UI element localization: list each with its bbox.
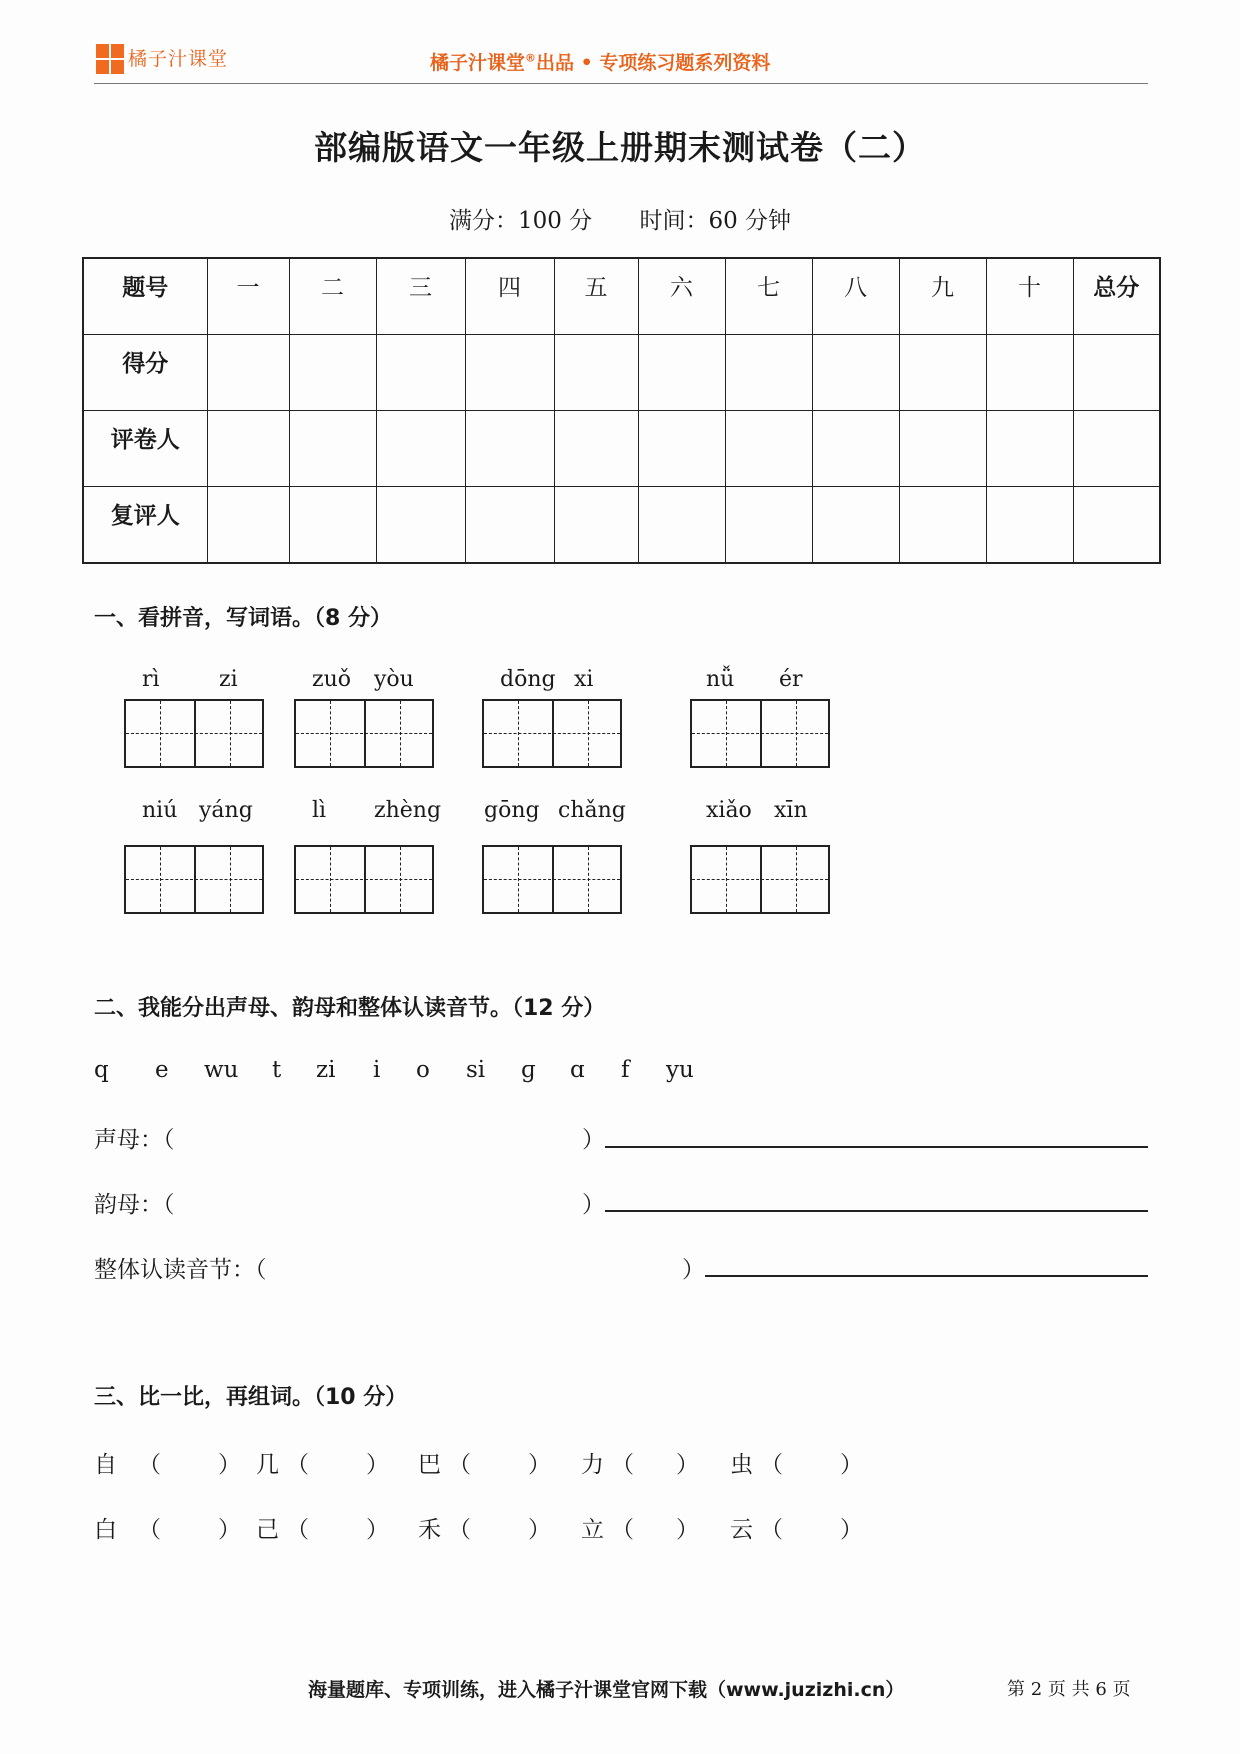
score-cell[interactable] <box>638 335 725 411</box>
score-cell[interactable] <box>812 335 899 411</box>
pinyin: zuǒ <box>312 667 352 692</box>
close-paren: ） <box>676 1452 699 1478</box>
pinyin: dōng <box>500 667 556 692</box>
table-header-row <box>83 258 1160 335</box>
score-cell[interactable] <box>554 411 638 487</box>
score-cell[interactable] <box>899 335 986 411</box>
syllable: o <box>416 1057 430 1083</box>
initials-close: ） <box>582 1127 605 1153</box>
whole-syllable-close: ） <box>682 1257 705 1283</box>
tagline-brand: 橘子汁课堂 <box>430 52 526 74</box>
close-paren: ） <box>676 1517 699 1543</box>
compare-character: 云 <box>730 1517 753 1543</box>
score-cell[interactable] <box>1073 487 1160 564</box>
table-row <box>83 411 1160 487</box>
close-paren: ） <box>528 1452 551 1478</box>
initials-answer-line[interactable] <box>605 1146 1148 1148</box>
score-cell[interactable] <box>465 335 554 411</box>
score-cell[interactable] <box>725 411 812 487</box>
close-paren: ） <box>218 1517 241 1543</box>
score-cell[interactable] <box>554 335 638 411</box>
whole-syllable-answer-line[interactable] <box>705 1275 1148 1277</box>
tagline-rest: 出品 • 专项练习题系列资料 <box>536 52 771 74</box>
syllable: yu <box>666 1057 694 1083</box>
syllable: ɑ <box>570 1057 585 1083</box>
score-table <box>82 257 1161 564</box>
score-cell[interactable] <box>207 411 289 487</box>
compare-character: 几 <box>256 1452 279 1478</box>
column-header: 题号 <box>83 258 207 335</box>
score-cell[interactable] <box>986 411 1073 487</box>
table-row <box>83 335 1160 411</box>
close-paren: ） <box>366 1517 389 1543</box>
score-cell[interactable] <box>899 411 986 487</box>
row-header: 评卷人 <box>83 411 207 487</box>
score-cell[interactable] <box>289 487 376 564</box>
writing-grid[interactable] <box>482 845 622 914</box>
finals-close: ） <box>582 1192 605 1218</box>
score-cell[interactable] <box>899 487 986 564</box>
writing-grid[interactable] <box>294 845 434 914</box>
compare-character: 立 <box>581 1517 604 1543</box>
pinyin: zi <box>219 667 238 692</box>
syllable: e <box>155 1057 169 1083</box>
pinyin: zhèng <box>374 798 442 823</box>
score-cell[interactable] <box>376 411 465 487</box>
score-cell[interactable] <box>289 335 376 411</box>
score-cell[interactable] <box>376 335 465 411</box>
row-header: 得分 <box>83 335 207 411</box>
open-paren: （ <box>611 1452 634 1478</box>
syllable: t <box>272 1057 282 1083</box>
writing-grid[interactable] <box>124 699 264 768</box>
pinyin: rì <box>142 667 160 692</box>
close-paren: ） <box>218 1452 241 1478</box>
pinyin: niú <box>142 798 178 823</box>
compare-character: 己 <box>256 1517 279 1543</box>
column-header: 八 <box>812 258 899 335</box>
score-cell[interactable] <box>376 487 465 564</box>
column-header: 一 <box>207 258 289 335</box>
exam-info <box>0 202 1240 235</box>
close-paren: ） <box>840 1452 863 1478</box>
open-paren: （ <box>138 1517 161 1543</box>
page-number: 第 2 页 共 6 页 <box>1007 1679 1131 1700</box>
syllable: zi <box>316 1057 336 1083</box>
compare-character: 白 <box>94 1517 117 1543</box>
close-paren: ） <box>528 1517 551 1543</box>
score-cell[interactable] <box>554 487 638 564</box>
score-cell[interactable] <box>638 487 725 564</box>
finals-answer-line[interactable] <box>605 1210 1148 1212</box>
section-3-heading: 三、比一比，再组词。（10 分） <box>94 1385 408 1410</box>
pinyin: xi <box>574 667 594 692</box>
column-header: 六 <box>638 258 725 335</box>
initials-label: 声母：（ <box>94 1127 175 1153</box>
score-cell[interactable] <box>725 335 812 411</box>
pinyin: yòu <box>374 667 414 692</box>
close-paren: ） <box>840 1517 863 1543</box>
score-cell[interactable] <box>986 335 1073 411</box>
whole-syllable-label: 整体认读音节：（ <box>94 1257 267 1283</box>
header-divider <box>94 83 1148 84</box>
header-tagline <box>430 48 770 75</box>
column-header: 总分 <box>1073 258 1160 335</box>
writing-grid[interactable] <box>124 845 264 914</box>
score-cell[interactable] <box>289 411 376 487</box>
page-title: 部编版语文一年级上册期末测试卷（二） <box>314 128 926 167</box>
writing-grid[interactable] <box>294 699 434 768</box>
open-paren: （ <box>448 1452 471 1478</box>
open-paren: （ <box>760 1452 783 1478</box>
writing-grid[interactable] <box>482 699 622 768</box>
pinyin: ér <box>779 667 803 692</box>
open-paren: （ <box>448 1517 471 1543</box>
pinyin: lì <box>312 798 327 823</box>
score-cell[interactable] <box>986 487 1073 564</box>
score-cell[interactable] <box>812 411 899 487</box>
pinyin: yáng <box>199 798 253 823</box>
column-header: 二 <box>289 258 376 335</box>
open-paren: （ <box>611 1517 634 1543</box>
column-header: 十 <box>986 258 1073 335</box>
brand-name: 橘子汁课堂 <box>128 48 229 70</box>
open-paren: （ <box>286 1452 309 1478</box>
writing-grid[interactable] <box>690 845 830 914</box>
pinyin: xīn <box>774 798 808 823</box>
score-cell[interactable] <box>1073 335 1160 411</box>
open-paren: （ <box>760 1517 783 1543</box>
score-cell[interactable] <box>207 487 289 564</box>
section-2-heading: 二、我能分出声母、韵母和整体认读音节。（12 分） <box>94 996 606 1021</box>
column-header: 九 <box>899 258 986 335</box>
score-cell[interactable] <box>812 487 899 564</box>
exam-time: 时间：60 分钟 <box>639 208 792 234</box>
column-header: 四 <box>465 258 554 335</box>
section-1-heading: 一、看拼音，写词语。（8 分） <box>94 606 392 631</box>
open-paren: （ <box>138 1452 161 1478</box>
table-row <box>83 487 1160 564</box>
syllable: i <box>373 1057 381 1083</box>
close-paren: ） <box>366 1452 389 1478</box>
compare-character: 禾 <box>418 1517 441 1543</box>
pinyin: xiǎo <box>706 798 752 823</box>
score-cell[interactable] <box>465 411 554 487</box>
column-header: 五 <box>554 258 638 335</box>
syllable: ɡ <box>521 1057 536 1083</box>
full-score: 满分：100 分 <box>448 208 593 234</box>
score-cell[interactable] <box>638 411 725 487</box>
syllable: f <box>621 1057 630 1083</box>
open-paren: （ <box>286 1517 309 1543</box>
brand-logo-icon <box>96 44 124 74</box>
footer-promo: 海量题库、专项训练，进入橘子汁课堂官网下载（www.juzizhi.cn） <box>308 1679 905 1701</box>
finals-label: 韵母：（ <box>94 1192 175 1218</box>
syllable: wu <box>204 1057 239 1083</box>
compare-character: 虫 <box>730 1452 753 1478</box>
column-header: 七 <box>725 258 812 335</box>
syllable: q <box>94 1057 109 1083</box>
score-cell[interactable] <box>725 487 812 564</box>
registered-mark: ® <box>525 51 537 65</box>
compare-character: 力 <box>581 1452 604 1478</box>
pinyin: gōng <box>484 798 540 823</box>
pinyin: chǎng <box>558 798 626 823</box>
compare-character: 巴 <box>418 1452 441 1478</box>
pinyin: nǚ <box>706 667 735 692</box>
score-cell[interactable] <box>465 487 554 564</box>
score-cell[interactable] <box>207 335 289 411</box>
score-cell[interactable] <box>1073 411 1160 487</box>
compare-character: 自 <box>94 1452 117 1478</box>
syllable: si <box>466 1057 486 1083</box>
writing-grid[interactable] <box>690 699 830 768</box>
row-header: 复评人 <box>83 487 207 564</box>
column-header: 三 <box>376 258 465 335</box>
